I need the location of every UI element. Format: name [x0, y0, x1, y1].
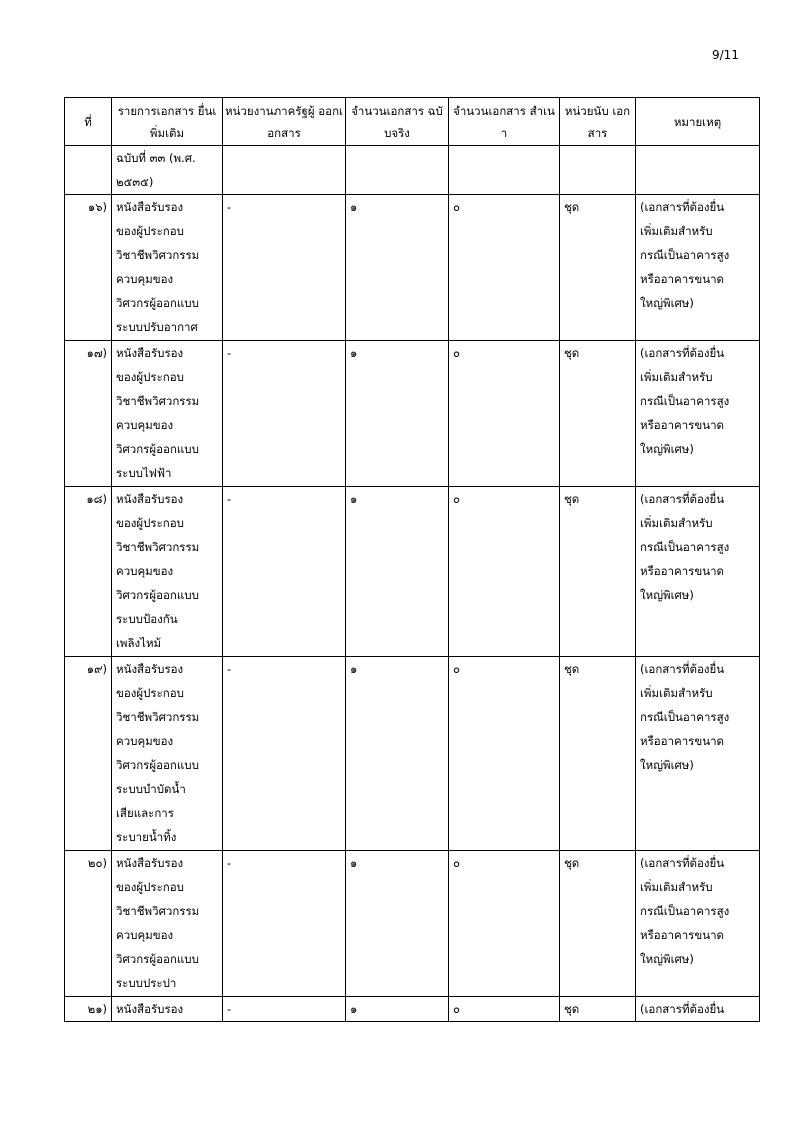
item-line: หนังสือรับรอง [116, 1002, 184, 1016]
item-line: ของผู้ประกอบ [116, 686, 184, 700]
item-line: ระบบไฟฟ้า [116, 466, 172, 480]
original-count-cell: ๑ [346, 657, 449, 851]
remark-cell [636, 341, 760, 487]
item-line: ควบคุมของ [116, 734, 174, 748]
remark-cell [636, 487, 760, 657]
item-cell [112, 997, 223, 1022]
unit-cell: ชุด [560, 195, 636, 341]
item-line: ระบบบำบัดน้ำ [116, 782, 186, 796]
remark-line: หรืออาคารขนาด [640, 564, 725, 578]
item-line: หนังสือรับรอง [116, 346, 184, 360]
item-line: เสียและการ [116, 806, 174, 820]
remark-line: (เอกสารที่ต้องยื่น [640, 856, 725, 870]
table-row [65, 487, 760, 657]
remark-line: เพิ่มเติมสำหรับ [640, 224, 713, 238]
copy-count-cell: ๐ [449, 657, 560, 851]
item-cell [112, 657, 223, 851]
table-row [65, 195, 760, 341]
header-agency: หน่วยงานภาครัฐผู้ ออกเอกสาร [223, 98, 346, 146]
table-header-row [65, 98, 760, 146]
table-row [65, 341, 760, 487]
remark-line: หรืออาคารขนาด [640, 734, 725, 748]
copy-count-cell [449, 146, 560, 195]
unit-cell: ชุด [560, 487, 636, 657]
item-line: ระบายน้ำทิ้ง [116, 830, 177, 844]
item-line: วิชาชีพวิศวกรรม [116, 394, 200, 408]
unit-cell: ชุด [560, 851, 636, 997]
row-number: ๑๙) [65, 657, 112, 851]
item-line: ควบคุมของ [116, 272, 174, 286]
item-line: ของผู้ประกอบ [116, 516, 184, 530]
copy-count-cell: ๐ [449, 997, 560, 1022]
item-cell [112, 487, 223, 657]
remark-line: (เอกสารที่ต้องยื่น [640, 200, 725, 214]
item-line: วิศวกรผู้ออกแบบ [116, 442, 199, 456]
item-line: วิชาชีพวิศวกรรม [116, 248, 200, 262]
unit-cell: ชุด [560, 341, 636, 487]
item-line: ควบคุมของ [116, 418, 174, 432]
remark-line: เพิ่มเติมสำหรับ [640, 370, 713, 384]
row-number [65, 146, 112, 195]
table-row [65, 851, 760, 997]
header-original: จำนวนเอกสาร ฉบับจริง [346, 98, 449, 146]
remark-line: ใหญ่พิเศษ) [640, 296, 694, 310]
copy-count-cell: ๐ [449, 341, 560, 487]
copy-count-cell: ๐ [449, 195, 560, 341]
item-line: ระบบประปา [116, 976, 177, 990]
remark-cell [636, 851, 760, 997]
copy-count-cell: ๐ [449, 851, 560, 997]
original-count-cell: ๑ [346, 851, 449, 997]
agency-cell: - [223, 997, 346, 1022]
agency-cell: - [223, 851, 346, 997]
item-line: หนังสือรับรอง [116, 200, 184, 214]
item-line: วิชาชีพวิศวกรรม [116, 904, 200, 918]
remark-line: หรืออาคารขนาด [640, 272, 725, 286]
item-line: ของผู้ประกอบ [116, 370, 184, 384]
item-line: ระบบปรับอากาศ [116, 320, 198, 334]
remark-line: กรณีเป็นอาคารสูง [640, 710, 730, 724]
item-cell [112, 341, 223, 487]
remark-line: หรืออาคารขนาด [640, 928, 725, 942]
original-count-cell: ๑ [346, 997, 449, 1022]
table-row [65, 997, 760, 1022]
remark-line: ใหญ่พิเศษ) [640, 442, 694, 456]
agency-cell: - [223, 487, 346, 657]
remark-cell [636, 657, 760, 851]
remark-line: เพิ่มเติมสำหรับ [640, 880, 713, 894]
table-body [65, 146, 760, 1022]
item-line: ๒๕๓๕) [116, 175, 154, 189]
remark-cell [636, 146, 760, 195]
remark-line: ใหญ่พิเศษ) [640, 758, 694, 772]
unit-cell: ชุด [560, 997, 636, 1022]
page-number: 9/11 [712, 48, 739, 62]
agency-cell: - [223, 195, 346, 341]
header-remark: หมายเหตุ [636, 98, 760, 146]
agency-cell [223, 146, 346, 195]
remark-line: เพิ่มเติมสำหรับ [640, 516, 713, 530]
item-line: ควบคุมของ [116, 564, 174, 578]
remark-line: (เอกสารที่ต้องยื่น [640, 492, 725, 506]
header-item: รายการเอกสาร ยื่นเพิ่มเติม [112, 98, 223, 146]
item-line: ระบบป้องกัน [116, 612, 178, 626]
item-line: เพลิงไหม้ [116, 636, 162, 650]
remark-line: ใหญ่พิเศษ) [640, 588, 694, 602]
remark-line: (เอกสารที่ต้องยื่น [640, 1002, 725, 1016]
row-number: ๒๐) [65, 851, 112, 997]
remark-line: กรณีเป็นอาคารสูง [640, 904, 730, 918]
header-unit: หน่วยนับ เอกสาร [560, 98, 636, 146]
row-number: ๒๑) [65, 997, 112, 1022]
remark-line: (เอกสารที่ต้องยื่น [640, 346, 725, 360]
item-line: วิชาชีพวิศวกรรม [116, 540, 200, 554]
agency-cell: - [223, 657, 346, 851]
item-line: หนังสือรับรอง [116, 492, 184, 506]
header-no: ที่ [65, 98, 112, 146]
item-line: หนังสือรับรอง [116, 856, 184, 870]
unit-cell [560, 146, 636, 195]
item-line: ของผู้ประกอบ [116, 224, 184, 238]
remark-line: กรณีเป็นอาคารสูง [640, 248, 730, 262]
row-number: ๑๖) [65, 195, 112, 341]
table-row [65, 657, 760, 851]
remark-cell [636, 195, 760, 341]
remark-line: กรณีเป็นอาคารสูง [640, 540, 730, 554]
remark-cell [636, 997, 760, 1022]
header-copy: จำนวนเอกสาร สำเนา [449, 98, 560, 146]
copy-count-cell: ๐ [449, 487, 560, 657]
item-line: ฉบับที่ ๓๓ (พ.ศ. [116, 151, 196, 165]
remark-line: (เอกสารที่ต้องยื่น [640, 662, 725, 676]
remark-line: ใหญ่พิเศษ) [640, 952, 694, 966]
original-count-cell: ๑ [346, 195, 449, 341]
original-count-cell [346, 146, 449, 195]
item-line: วิศวกรผู้ออกแบบ [116, 758, 199, 772]
row-number: ๑๘) [65, 487, 112, 657]
item-cell [112, 146, 223, 195]
item-line: ควบคุมของ [116, 928, 174, 942]
original-count-cell: ๑ [346, 341, 449, 487]
item-line: วิศวกรผู้ออกแบบ [116, 296, 199, 310]
item-cell [112, 851, 223, 997]
row-number: ๑๗) [65, 341, 112, 487]
unit-cell: ชุด [560, 657, 636, 851]
item-line: วิศวกรผู้ออกแบบ [116, 952, 199, 966]
item-line: ของผู้ประกอบ [116, 880, 184, 894]
remark-line: หรืออาคารขนาด [640, 418, 725, 432]
item-cell [112, 195, 223, 341]
item-line: วิชาชีพวิศวกรรม [116, 710, 200, 724]
document-table [64, 97, 760, 1022]
original-count-cell: ๑ [346, 487, 449, 657]
agency-cell: - [223, 341, 346, 487]
remark-line: กรณีเป็นอาคารสูง [640, 394, 730, 408]
table-row [65, 146, 760, 195]
item-line: หนังสือรับรอง [116, 662, 184, 676]
remark-line: เพิ่มเติมสำหรับ [640, 686, 713, 700]
item-line: วิศวกรผู้ออกแบบ [116, 588, 199, 602]
